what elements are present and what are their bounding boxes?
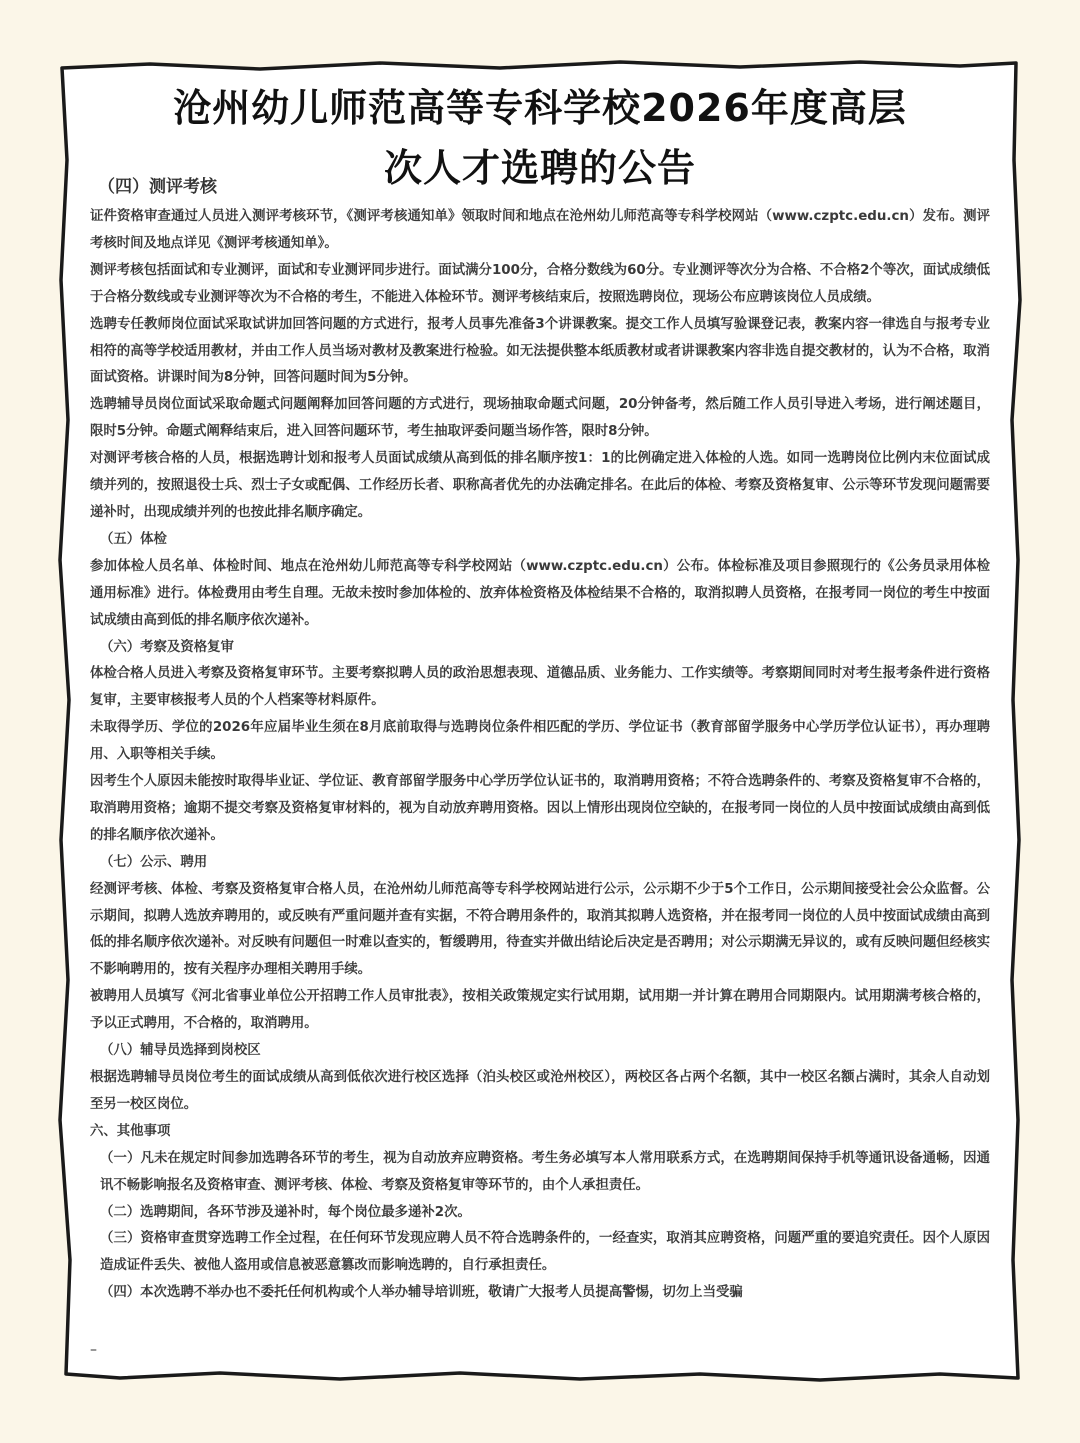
section-heading: （五）体检 xyxy=(100,531,167,547)
paragraph: 对测评考核合格的人员，根据选聘计划和报考人员面试成绩从高到低的排名顺序按1：1的比例确定进入体检的人选。如同一选聘岗位比例内末位面试成绩并列的，按照退役士兵、烈士子女或配偶、工作经历长者、职称高者优先的办法确定排名。在此后的体检、考察及资格复审、公示等环节发现问题需要递补时，出现成绩并列的也按此排名顺序确定。 xyxy=(90,451,990,520)
title-line-2: 次人才选聘的公告 xyxy=(383,146,696,190)
paragraph: 根据选聘辅导员岗位考生的面试成绩从高到低依次进行校区选择（泊头校区或沧州校区），两校区各占两个名额，其中一校区名额占满时，其余人自动划至另一校区岗位。 xyxy=(90,1070,990,1112)
paragraph: （一）凡未在规定时间参加选聘各环节的考生，视为自动放弃应聘资格。考生务必填写本人常用联系方式，在选聘期间保持手机等通讯设备通畅，因通讯不畅影响报名及资格审查、测评考核、体检、考察及资格复审等环节的，由个人承担责任。 xyxy=(100,1150,990,1193)
page-title xyxy=(90,78,990,198)
paragraph: （三）资格审查贯穿选聘工作全过程，在任何环节发现应聘人员不符合选聘条件的，一经查实，取消其应聘资格，问题严重的要追究责任。因个人原因造成证件丢失、被他人盗用或信息被恶意篡改而影响选聘的，自行承担责任。 xyxy=(100,1231,990,1274)
notice-body xyxy=(90,204,990,1307)
paragraph: 体检合格人员进入考察及资格复审环节。主要考察拟聘人员的政治思想表现、道德品质、业务能力、工作实绩等。考察期间同时对考生报考条件进行资格复审，主要审核报考人员的个人档案等材料原件。 xyxy=(90,666,990,709)
section-heading: （六）考察及资格复审 xyxy=(100,639,234,655)
paragraph: （二）选聘期间，各环节涉及递补时，每个岗位最多递补2次。 xyxy=(100,1204,471,1220)
paragraph: 因考生个人原因未能按时取得毕业证、学位证、教育部留学服务中心学历学位认证书的，取消聘用资格；不符合选聘条件的、考察及资格复审不合格的，取消聘用资格；逾期不提交考察及资格复审材料的，视为自动放弃聘用资格。因以上情形出现岗位空缺的，在报考同一岗位的人员中按面试成绩由高到低的排名顺序依次递补。 xyxy=(90,774,990,843)
paragraph: （四）本次选聘不举办也不委托任何机构或个人举办辅导培训班，敬请广大报考人员提高警惕，切勿上当受骗 xyxy=(100,1285,743,1301)
paragraph: 被聘用人员填写《河北省事业单位公开招聘工作人员审批表》，按相关政策规定实行试用期，试用期一并计算在聘用合同期限内。试用期满考核合格的，予以正式聘用，不合格的，取消聘用。 xyxy=(90,989,990,1032)
trailing-mark: – xyxy=(90,1342,97,1358)
section-heading-assessment: （四）测评考核 xyxy=(98,177,217,197)
title-line-1: 沧州幼儿师范高等专科学校2026年度高层 xyxy=(173,86,907,130)
paragraph: 选聘辅导员岗位面试采取命题式问题阐释加回答问题的方式进行，现场抽取命题式问题，20分钟备考，然后随工作人员引导进入考场，进行阐述题目，限时5分钟。命题式阐释结束后，进入回答问题环节，考生抽取评委问题当场作答，限时8分钟。 xyxy=(90,397,990,440)
section-heading: （八）辅导员选择到岗校区 xyxy=(100,1043,261,1059)
paragraph: 未取得学历、学位的2026年应届毕业生须在8月底前取得与选聘岗位条件相匹配的学历、学位证书（教育部留学服务中心学历学位认证书），再办理聘用、入职等相关手续。 xyxy=(90,720,990,763)
paragraph: 参加体检人员名单、体检时间、地点在沧州幼儿师范高等专科学校网站（www.czptc.edu.cn）公布。体检标准及项目参照现行的《公务员录用体检通用标准》进行。体检费用由考生自理。无故未按时参加体检的、放弃体检资格及体检结果不合格的，取消拟聘人员资格，在报考同一岗位的考生中按面试成绩由高到低的排名顺序依次递补。 xyxy=(90,558,990,628)
paragraph: 选聘专任教师岗位面试采取试讲加回答问题的方式进行，报考人员事先准备3个讲课教案。提交工作人员填写验课登记表，教案内容一律选自与报考专业相符的高等学校适用教材，并由工作人员当场对教材及教案进行检验。如无法提供整本纸质教材或者讲课教案内容非选自提交教材的，认为不合格，取消面试资格。讲课时间为8分钟，回答问题时间为5分钟。 xyxy=(90,316,990,386)
paragraph: 测评考核包括面试和专业测评，面试和专业测评同步进行。面试满分100分，合格分数线为60分。专业测评等次分为合格、不合格2个等次，面试成绩低于合格分数线或专业测评等次为不合格的考生，不能进入体检环节。测评考核结束后，按照选聘岗位，现场公布应聘该岗位人员成绩。 xyxy=(90,262,990,305)
paragraph: 六、其他事项 xyxy=(90,1123,171,1139)
notice-document xyxy=(90,78,990,1368)
section-heading: （七）公示、聘用 xyxy=(100,854,208,870)
paragraph: 经测评考核、体检、考察及资格复审合格人员，在沧州幼儿师范高等专科学校网站进行公示，公示期不少于5个工作日，公示期间接受社会公众监督。公示期间，拟聘人选放弃聘用的，或反映有严重问题并查有实据，不符合聘用条件的，取消其拟聘人选资格，并在报考同一岗位的人员中按面试成绩由高到低的排名顺序依次递补。对反映有问题但一时难以查实的，暂缓聘用，待查实并做出结论后决定是否聘用；对公示期满无异议的，或有反映问题但经核实不影响聘用的，按有关程序办理相关聘用手续。 xyxy=(90,881,990,978)
paragraph: 证件资格审查通过人员进入测评考核环节，《测评考核通知单》领取时间和地点在沧州幼儿师范高等专科学校网站（www.czptc.edu.cn）发布。测评考核时间及地点详见《测评考核通知单》。 xyxy=(90,209,990,251)
